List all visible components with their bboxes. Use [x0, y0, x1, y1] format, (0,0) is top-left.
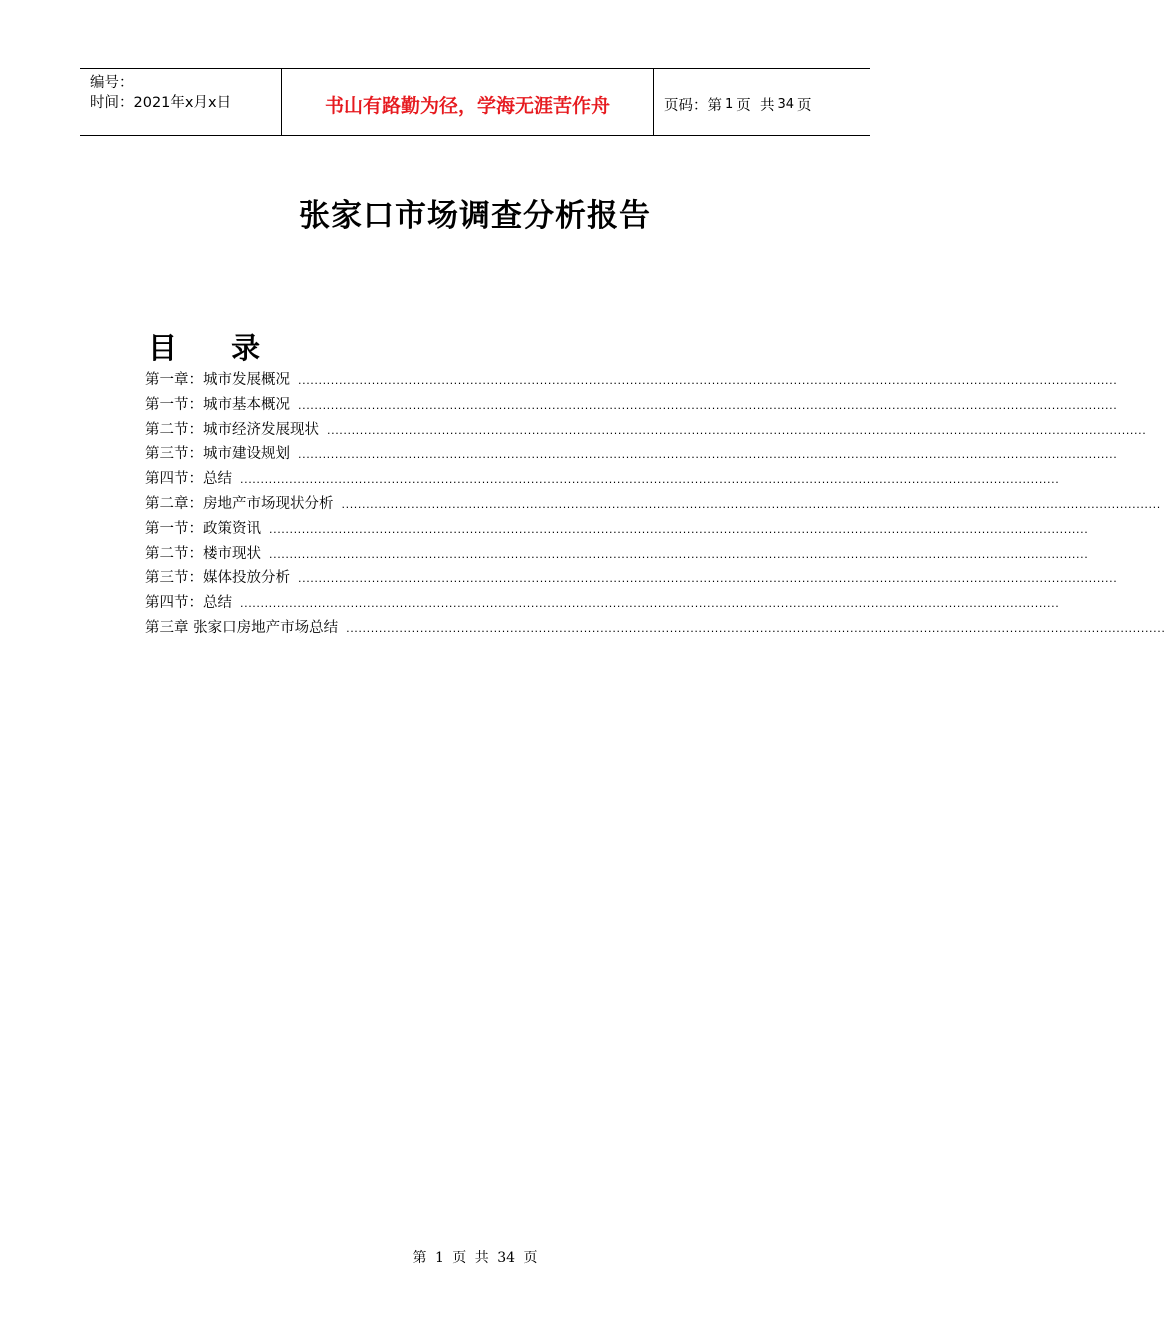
toc-dot-leader: ........................................................................................................................................................................................................ — [298, 374, 1118, 387]
page-total: 34 — [777, 96, 795, 112]
toc-item[interactable] — [145, 467, 1060, 492]
toc-item[interactable] — [145, 517, 1089, 542]
document-time: 时间：2021年x月x日 — [90, 95, 232, 111]
toc-item-label: 第四节：总结 — [145, 471, 232, 488]
toc-item[interactable] — [145, 566, 1118, 591]
toc-item-label: 第二章：房地产市场现状分析 — [145, 495, 334, 512]
toc-item[interactable] — [145, 442, 1118, 467]
toc-dot-leader: ........................................................................................................................................................................................................ — [240, 473, 1060, 487]
toc-item[interactable] — [145, 616, 1165, 641]
toc-item-label: 第一节：政策资讯 — [145, 520, 261, 537]
page-number: 1 — [725, 96, 734, 112]
header-motto: 书山有路勤为径，学海无涯苦作舟 — [282, 69, 654, 135]
toc-item-label: 第一节：城市基本概况 — [145, 396, 290, 413]
toc-item-label: 第四节：总结 — [145, 595, 232, 612]
table-of-contents — [145, 368, 1165, 641]
toc-heading: 目 录 — [148, 331, 283, 365]
toc-dot-leader: ........................................................................................................................................................................................................ — [298, 398, 1118, 412]
toc-dot-leader: ........................................................................................................................................................................................................ — [341, 497, 1161, 511]
toc-item[interactable] — [145, 591, 1060, 616]
toc-dot-leader: ........................................................................................................................................................................................................ — [269, 522, 1089, 536]
document-number-label: 编号： — [90, 75, 134, 91]
toc-item-label: 第二节：城市经济发展现状 — [145, 421, 319, 438]
header-meta — [80, 69, 282, 135]
toc-item-label: 第三章 张家口房地产市场总结 — [145, 619, 339, 636]
toc-item[interactable] — [145, 418, 1147, 443]
header-page-info — [654, 69, 870, 135]
toc-item[interactable] — [145, 542, 1089, 567]
page-suffix: 页 — [797, 97, 812, 114]
toc-dot-leader: ........................................................................................................................................................................................................ — [298, 448, 1118, 462]
toc-item-label: 第一章：城市发展概况 — [145, 372, 290, 388]
page-prefix: 页码：第 — [664, 97, 722, 114]
page-mid: 页 共 — [736, 97, 775, 114]
toc-item-label: 第二节：楼市现状 — [145, 545, 261, 562]
toc-dot-leader: ........................................................................................................................................................................................................ — [346, 621, 1165, 635]
toc-dot-leader: ........................................................................................................................................................................................................ — [269, 547, 1089, 561]
toc-item[interactable] — [145, 393, 1118, 418]
page-header — [80, 68, 870, 136]
toc-item[interactable] — [145, 492, 1161, 517]
toc-item[interactable] — [145, 368, 1118, 393]
toc-dot-leader: ........................................................................................................................................................................................................ — [327, 423, 1147, 437]
toc-dot-leader: ........................................................................................................................................................................................................ — [240, 597, 1060, 611]
toc-dot-leader: ........................................................................................................................................................................................................ — [298, 572, 1118, 586]
page-footer: 第 1 页 共 34 页 — [412, 1250, 538, 1266]
toc-item-label: 第三节：城市建设规划 — [145, 446, 290, 463]
toc-item-label: 第三节：媒体投放分析 — [145, 570, 290, 587]
document-title: 张家口市场调查分析报告 — [299, 198, 651, 234]
